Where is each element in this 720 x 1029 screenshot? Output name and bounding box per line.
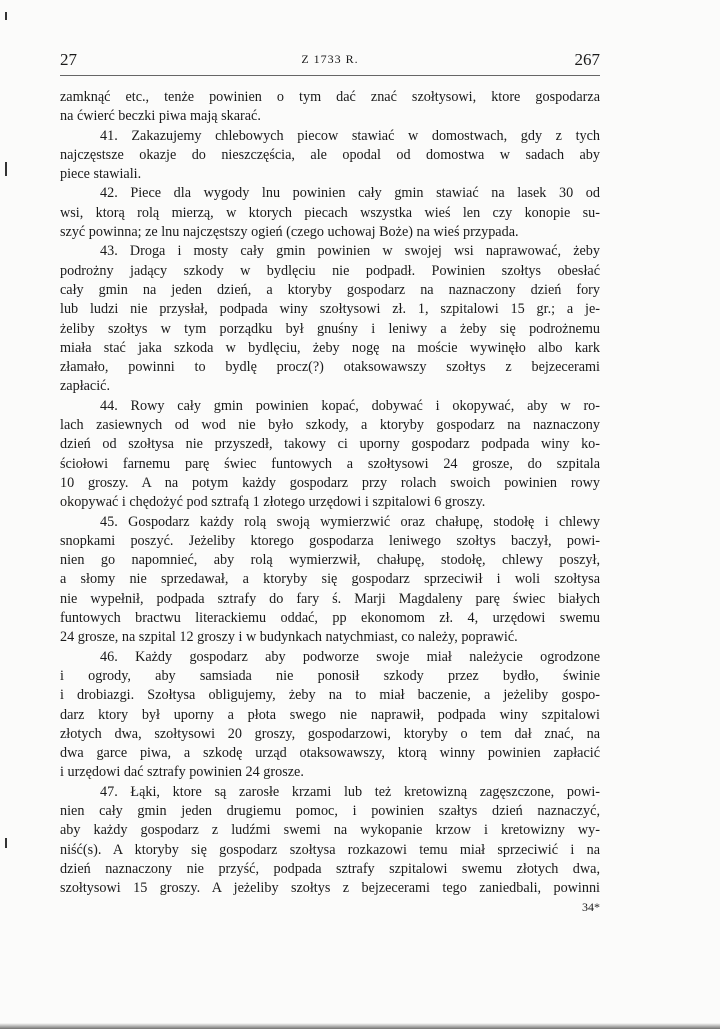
text-line: piece stawiali. (60, 166, 142, 183)
text-line: funtowych bractwu literackiemu oddać, pp ekonomom zł. 4, urzędowi swemu (60, 610, 600, 627)
text-line: dwa garce piwa, a szkodę urząd otaksowawszy, ktorą winny powinien zapłacić (60, 745, 600, 762)
text-line: 10 groszy. A na potym każdy gospodarz przy rolach swoich powinien rowy (60, 474, 600, 491)
text-line: 47. Łąki, ktore są zarosłe krzami lub też kretowizną zagęszczone, powi- (100, 783, 600, 800)
text-line: i urzędowi dać sztrafy powinien 24 grosze. (60, 764, 304, 781)
text-line: złotych dwa, szołtysowi 20 groszy, gospodarzowi, ktoryby o tem dał znać, na (60, 725, 600, 742)
page-number-right: 267 (574, 50, 600, 69)
text-line: nien go napomnieć, aby rolą wymierzwił, chałupę, stodołę, chlewy poszył, (60, 552, 600, 569)
text-line: niść(s). A ktoryby się gospodarz szołtysa rozkazowi temu miał sprzeciwić i na (60, 841, 600, 858)
text-line: najczęstsze okazje do nieszczęścia, ale opodal od domostwa w sadach aby (60, 146, 600, 163)
body-text (60, 88, 600, 898)
text-line: 41. Zakazujemy chlebowych piecow stawiać w domostwach, gdy z tych (100, 127, 600, 144)
text-line: 46. Każdy gospodarz aby podworze swoje miał należycie ogrodzone (100, 648, 600, 665)
signature-mark: 34* (582, 900, 600, 914)
text-line: miała stać jaka szkoda w bydlęciu, żeby nogę na moście wywinęło albo kark (60, 339, 600, 356)
text-line: aby każdy gospodarz z ludźmi swemi na wykopanie krzow i kretowizny wy- (60, 822, 600, 839)
scan-margin-mark (5, 12, 7, 20)
text-line: zapłacić. (60, 378, 111, 395)
text-line: dzień od szołtysa nie przyszedł, takowy ci uporny gospodarz podpada winy ko- (60, 436, 600, 453)
text-line: 44. Rowy cały gmin powinien kopać, dobywać i okopywać, aby w ro- (100, 397, 600, 414)
text-line: szyć powinna; ze lnu najczęstszy ogień (czego uchowaj Boże) na wieś przypada. (60, 224, 519, 241)
text-line: 43. Droga i mosty cały gmin powinien w swojej wsi naprawować, żeby (100, 243, 600, 260)
scan-margin-mark (5, 162, 7, 176)
text-line: na ćwierć beczki piwa mają skarać. (60, 108, 261, 125)
scan-bottom-edge (0, 1023, 720, 1029)
text-line: wsi, ktorą rolą mierzą, w ktorych piecach wszystka wieś len czy konopie su- (60, 204, 600, 221)
text-line: ściołowi farnemu parę świec funtowych a szołtysowi 24 grosze, do szpitala (60, 455, 600, 472)
text-line: i drobiazgi. Szołtysa obligujemy, żeby na to miał baczenie, a jeżeliby gospo- (60, 687, 600, 704)
text-line: snopkami poszyć. Jeżeliby ktorego gospodarza leniwego szołtys baczył, powi- (60, 532, 600, 549)
text-line: podrożny jadący szkody w bydlęciu nie podpadł. Powinien szołtys obesłać (60, 262, 600, 279)
text-line: darz ktory był uporny a płota swego nie naprawił, podpada winy szpitalowi (60, 706, 600, 723)
text-line: 45. Gospodarz każdy rolą swoją wymierzwić oraz chałupę, stodołę i chlewy (100, 513, 600, 530)
text-line: żeliby szołtys w tym porządku był gnuśny i leniwy a żeby się podrożnemu (60, 320, 600, 337)
text-line: a słomy nie sprzedawał, a ktoryby się gospodarz sprzeciwił i woli szołtysa (60, 571, 600, 588)
text-line: nie wypełnił, podpada sztrafy do fary ś. Marji Magdaleny parę świec białych (60, 590, 600, 607)
header-rule (60, 75, 600, 76)
text-line: i ogrody, aby samsiada nie ponosił szkody przez bydło, świnie (60, 667, 600, 684)
text-line: lach zasiewnych od wod nie było szkody, a ktoryby gospodarz na naznaczony (60, 417, 600, 434)
text-line: okopywać i chędożyć pod sztrafą 1 złotego urzędowi i szpitalowi 6 groszy. (60, 494, 486, 511)
text-line: 42. Piece dla wygody lnu powinien cały gmin stawiać na lasek 30 od (100, 185, 600, 202)
page-number-left: 27 (60, 50, 77, 69)
running-title: Z 1733 R. (301, 52, 359, 66)
text-line: szołtysowi 15 groszy. A jeżeliby szołtys z bejzecerami tego zaniedbali, powinni (60, 880, 600, 897)
text-line: lub ludzi nie przysłał, podpada winy szołtysowi zł. 1, szpitalowi 15 gr.; a je- (60, 301, 600, 318)
text-line: zamknąć etc., tenże powinien o tym dać znać szołtysowi, ktore gospodarza (60, 89, 600, 105)
text-line: cały gmin na jeden dzień, a ktoryby gospodarz na naznaczony dzień fory (60, 281, 600, 298)
text-line: nien cały gmin jeden drugiemu pomoc, i powinien szałtys dzień naznaczyć, (60, 802, 600, 819)
text-line: 24 grosze, na szpital 12 groszy i w budynkach natychmiast, co należy, poprawić. (60, 629, 518, 646)
text-line: złamało, powinni to bydlę procz(?) otaksowawszy szołtys z bejzecerami (60, 359, 600, 376)
scan-margin-mark (5, 838, 7, 848)
page-header (60, 50, 600, 74)
text-line: dzień naznaczony nie przyść, podpada sztrafy szpitalowi swemu złotych dwa, (60, 860, 600, 877)
